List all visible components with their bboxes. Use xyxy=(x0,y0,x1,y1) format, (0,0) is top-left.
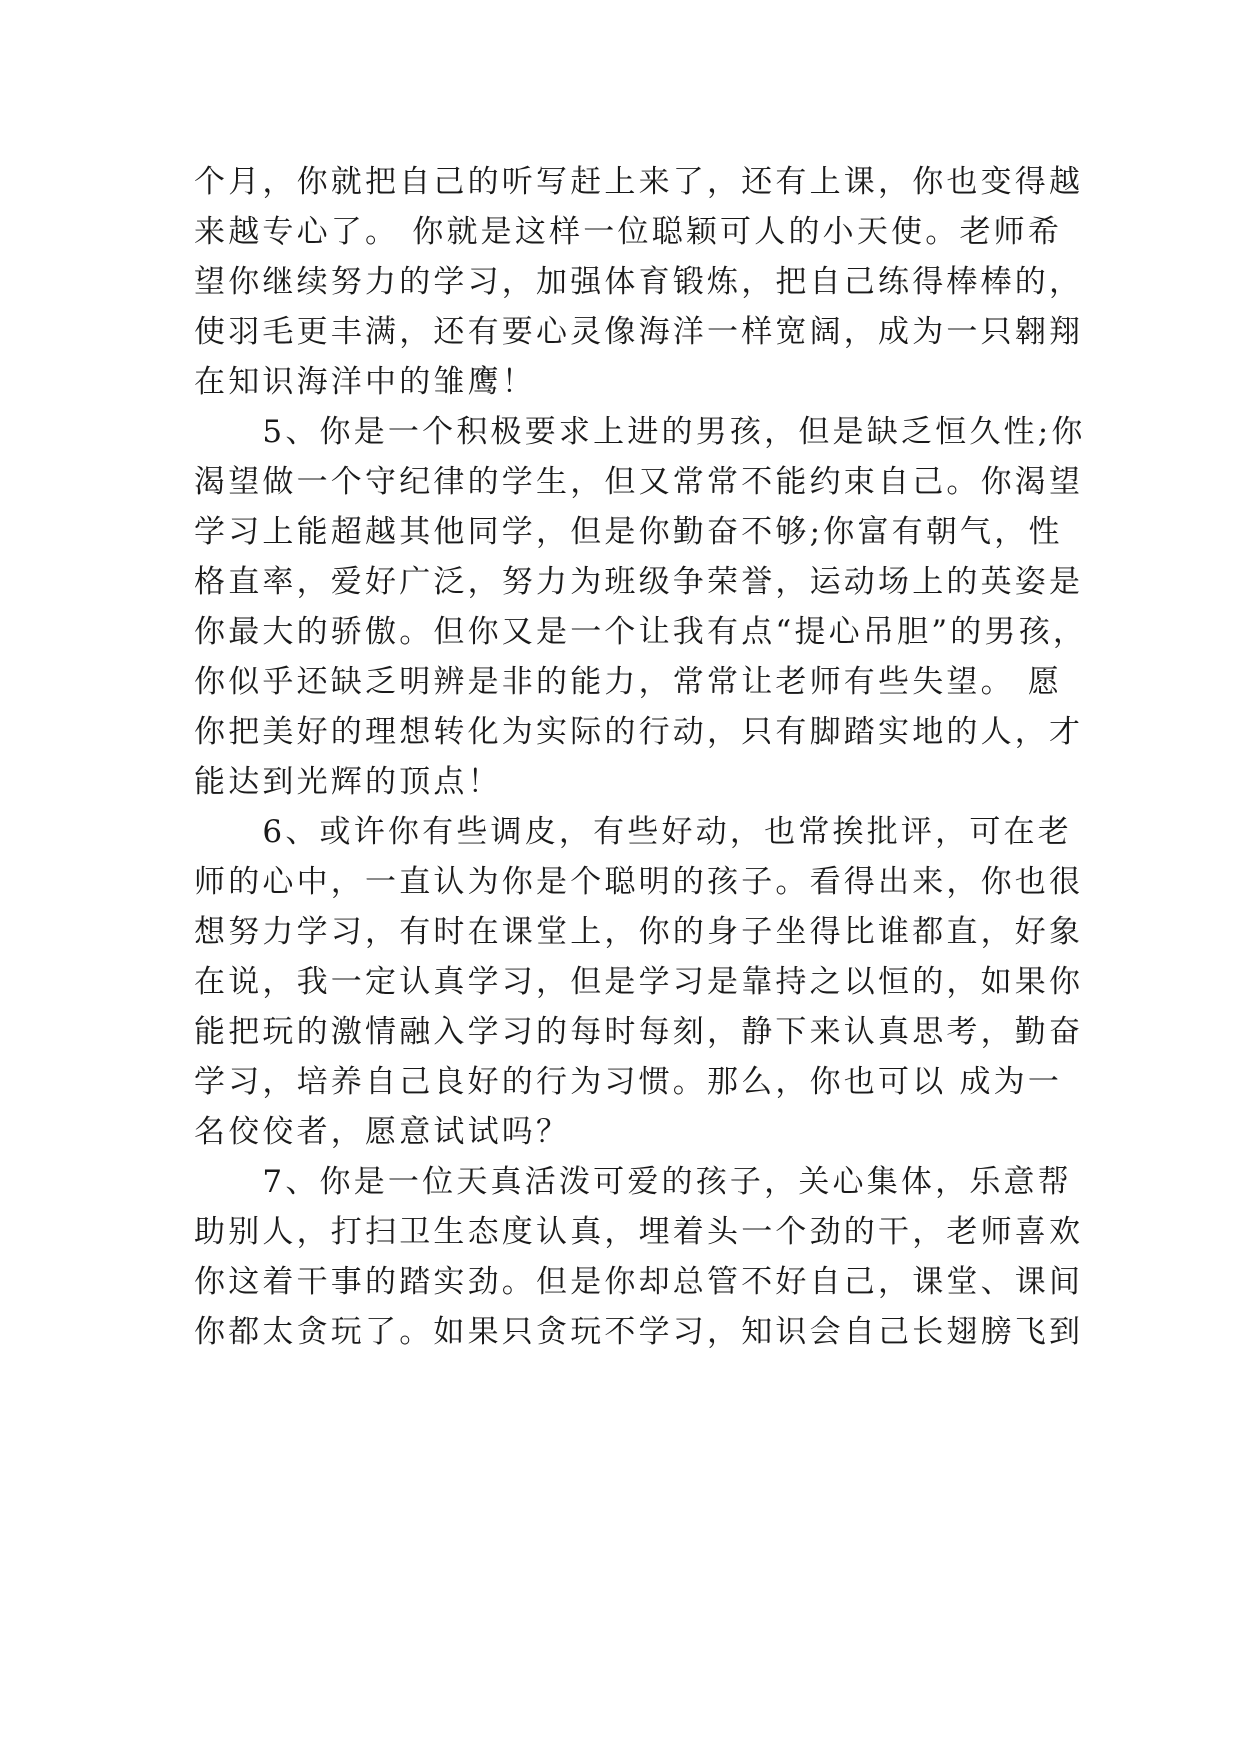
text-line: 在知识海洋中的雏鹰！ xyxy=(194,364,536,400)
text-line: 想努力学习，有时在课堂上，你的身子坐得比谁都直，好象 xyxy=(194,914,1084,950)
text-line: 学习，培养自己良好的行为习惯。那么，你也可以 成为一 xyxy=(194,1064,1063,1100)
text-line: 助别人，打扫卫生态度认真，埋着头一个劲的干，老师喜欢 xyxy=(194,1214,1084,1250)
text-line: 能把玩的激情融入学习的每时每刻，静下来认真思考，勤奋 xyxy=(194,1014,1084,1050)
text-line: 渴望做一个守纪律的学生，但又常常不能约束自己。你渴望 xyxy=(194,464,1084,500)
text-line: 你最大的骄傲。但你又是一个让我有点“提心吊胆”的男孩， xyxy=(194,614,1088,650)
text-line: 格直率，爱好广泛，努力为班级争荣誉，运动场上的英姿是 xyxy=(194,564,1084,600)
text-line: 你都太贪玩了。如果只贪玩不学习，知识会自己长翅膀飞到 xyxy=(194,1314,1084,1350)
text-line: 你这着干事的踏实劲。但是你却总管不好自己，课堂、课间 xyxy=(194,1264,1084,1300)
text-line: 在说，我一定认真学习，但是学习是靠持之以恒的，如果你 xyxy=(194,964,1084,1000)
text-line: 你把美好的理想转化为实际的行动，只有脚踏实地的人，才 xyxy=(194,714,1084,750)
text-line: 名佼佼者，愿意试试吗？ xyxy=(194,1114,571,1150)
paragraph-5-start: 5、你是一个积极要求上进的男孩，但是缺乏恒久性;你 xyxy=(194,414,1086,450)
text-line: 你似乎还缺乏明辨是非的能力，常常让老师有些失望。 愿 xyxy=(194,664,1063,700)
body-text xyxy=(194,157,1088,1357)
text-line: 望你继续努力的学习，加强体育锻炼，把自己练得棒棒的， xyxy=(194,264,1084,300)
text-line: 个月，你就把自己的听写赶上来了，还有上课，你也变得越 xyxy=(194,164,1084,200)
text-line: 师的心中，一直认为你是个聪明的孩子。看得出来，你也很 xyxy=(194,864,1084,900)
text-line: 学习上能超越其他同学，但是你勤奋不够;你富有朝气，性 xyxy=(194,514,1063,550)
text-line: 能达到光辉的顶点！ xyxy=(194,764,502,800)
paragraph-7-start: 7、你是一位天真活泼可爱的孩子，关心集体，乐意帮 xyxy=(194,1164,1072,1200)
text-line: 使羽毛更丰满，还有要心灵像海洋一样宽阔，成为一只翱翔 xyxy=(194,314,1084,350)
text-line: 来越专心了。 你就是这样一位聪颖可人的小天使。老师希 xyxy=(194,214,1063,250)
paragraph-6-start: 6、或许你有些调皮，有些好动，也常挨批评，可在老 xyxy=(194,814,1072,850)
